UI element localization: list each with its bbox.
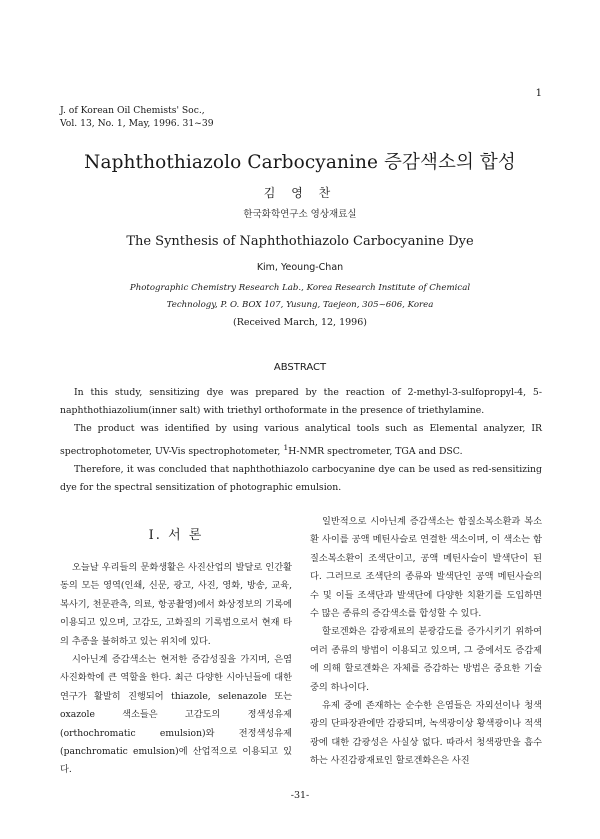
affiliation-korean: 한국화학연구소 영상재료실 xyxy=(243,209,357,220)
abstract-heading: ABSTRACT xyxy=(273,362,327,373)
right-column-text xyxy=(310,513,542,771)
affiliation-english xyxy=(0,280,600,314)
abstract-paragraph-2-part-2: H-NMR spectrometer, TGA and DSC. xyxy=(288,445,463,457)
author-korean: 김 영 찬 xyxy=(263,186,337,200)
abstract-paragraph-2 xyxy=(60,420,542,461)
left-column-text xyxy=(60,559,292,780)
page-footer-number: -31- xyxy=(290,790,310,801)
author-english: Kim, Yeoung-Chan xyxy=(256,262,344,273)
right-paragraph-2: 할로겐화은 감광재료의 분광감도를 증가시키기 위하여 여러 종류의 방법이 이용되고 있으며, 그 중에서도 증감제에 의해 할로겐화은 자체를 증감하는 방법은 중요한 기술 중의 하나이다. xyxy=(310,626,542,693)
section-heading-introduction: I. 서 론 xyxy=(148,528,204,543)
journal-line-1: J. of Korean Oil Chemists' Soc., xyxy=(60,105,205,116)
abstract-paragraph-3: Therefore, it was concluded that naphthothiazolo carbocyanine dye can be used as red-sensitizing dye for the spectral sensitization of photographic emulsion. xyxy=(60,463,542,494)
affiliation-english-line-2: Technology, P. O. BOX 107, Yusung, Taejeon, 305~606, Korea xyxy=(166,300,434,310)
left-paragraph-2: 시아닌계 증감색소는 현저한 증감성질을 가지며, 은염사진화학에 큰 역할을 한다. 최근 다양한 시아닌들에 대한 연구가 활발히 진행되어 thiazole, selenazole 또는 oxazole 색소들은 고감도의 정색성유제(orthochromatic emulsion)와 전정색성유제(panchromatic emulsion)에 산업적으로 이용되고 있다. xyxy=(60,654,292,776)
received-date: (Received March, 12, 1996) xyxy=(233,317,367,328)
journal-citation xyxy=(60,104,214,130)
right-paragraph-1: 일반적으로 시아닌계 증감색소는 함질소복소환과 복소환 사이를 공액 메틴사슬로 연결한 색소이며, 이 색소는 함질소복소환이 조색단이고, 공액 메틴사슬이 발색단이 된다. 그러므로 조색단의 종류와 발색단인 공액 메틴사슬의 수 및 이들 조색단과 발색단에 다양한 치환기를 도입하면 수 많은 종류의 증감색소를 합성할 수 있다. xyxy=(310,516,542,620)
journal-line-2: Vol. 13, No. 1, May, 1996. 31~39 xyxy=(60,118,214,129)
paper-title-english: The Synthesis of Naphthothiazolo Carbocyanine Dye xyxy=(126,234,474,249)
left-column xyxy=(60,524,292,780)
abstract-paragraph-1: In this study, sensitizing dye was prepared by the reaction of 2-methyl-3-sulfopropyl-4, 5-naphthothiazolium(inner salt) with triethyl orthoformate in the presence of triethylamine. xyxy=(60,387,542,417)
abstract-body xyxy=(60,384,542,497)
paper-title: Naphthothiazolo Carbocyanine 증감색소의 합성 xyxy=(84,152,516,173)
affiliation-english-line-1: Photographic Chemistry Research Lab., Korea Research Institute of Chemical xyxy=(129,283,471,293)
abstract-paragraph-2-part-1: The product was identified by using various analytical tools such as Elemental analyzer, IR spectrophotometer, UV-Vis spectrophotometer, xyxy=(60,423,542,457)
left-paragraph-1: 오늘날 우리들의 문화생활은 사진산업의 발달로 인간활동의 모든 영역(인쇄, 신문, 광고, 사진, 영화, 방송, 교육, 복사기, 천문관측, 의료, 항공촬영)에서 화상정보의 기록에 이용되고 있으며, 고감도, 고화질의 기록법으로서 현재 타의 추종을 불허하고 있는 위치에 있다. xyxy=(60,562,292,647)
right-paragraph-3: 유제 중에 존재하는 순수한 은염들은 자외선이나 청색광의 단파장관에만 감광되며, 녹색광이상 황색광이나 적색광에 대한 감광성은 사실상 없다. 따라서 청색광만을 흡수하는 사진감광재료인 할로겐화은은 사진 xyxy=(310,700,542,767)
page-number: 1 xyxy=(535,88,542,99)
nmr-superscript: 1 xyxy=(283,442,289,452)
right-column xyxy=(310,513,542,771)
